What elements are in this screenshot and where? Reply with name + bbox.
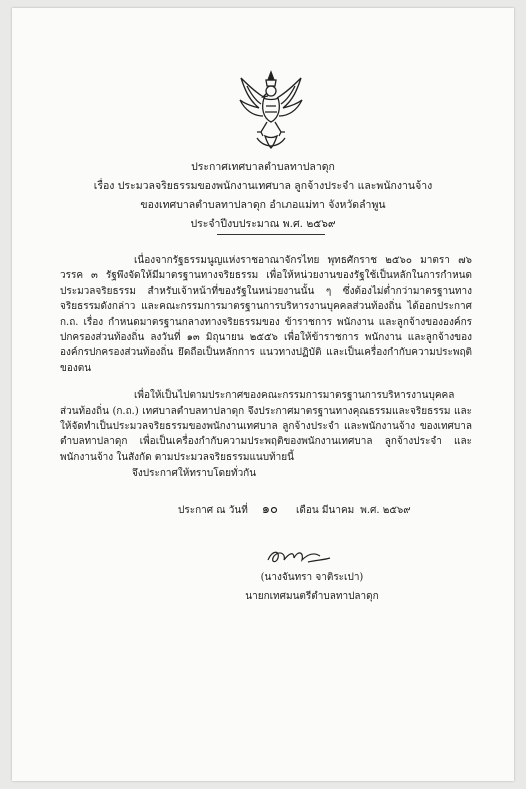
- subject-line: เรื่อง ประมวลจริยธรรมของพนักงานเทศบาล ลูกจ้างประจำ และพนักงานจ้าง: [93, 180, 433, 192]
- announcement-header: [12, 158, 514, 234]
- fiscal-year-line: ประจำปีงบประมาณ พ.ศ. ๒๕๖๙: [190, 218, 336, 230]
- signature-icon: [264, 546, 332, 568]
- closing-statement: จึงประกาศให้ทราบโดยทั่วกัน: [132, 468, 257, 479]
- organization-line: ของเทศบาลตำบลทาปลาดุก อำเภอแม่ทา จังหวัดลำพูน: [140, 199, 386, 211]
- paragraph-announcement: เพื่อให้เป็นไปตามประกาศของคณะกรรมการมาตรฐานการบริหารงานบุคคลส่วนท้องถิ่น (ก.ถ.) เทศบาลตำบลทาปลาดุก จึงประกาศมาตรฐานทางคุณธรรมและจริยธรรม และให้จัดทำเป็นประมวลจริยธรรมของพนักงานเทศบาล ลูกจ้างประจำ และพนักงานจ้าง ของเทศบาลตำบลทาปลาดุก เพื่อเป็นเครื่องกำกับความประพฤติของพนักงานเทศบาล ลูกจ้างประจำ และพนักงานจ้าง ในสังกัด ตามประมวลจริยธรรมแนบท้ายนี้: [60, 390, 472, 463]
- issuer-title: ประกาศเทศบาลตำบลทาปลาดุก: [191, 161, 335, 173]
- document-page: [12, 8, 514, 781]
- signer-title: นายกเทศมนตรีตำบลทาปลาดุก: [245, 591, 379, 602]
- paragraph-background: เนื่องจากรัฐธรรมนูญแห่งราชอาณาจักรไทย พุทธศักราช ๒๕๖๐ มาตรา ๗๖ วรรค ๓ รัฐพึงจัดให้มีมาตรฐานทางจริยธรรม เพื่อให้หน่วยงานของรัฐใช้เป็นหลักในการกำหนดประมวลจริยธรรม สำหรับเจ้าหน้าที่ของรัฐในหน่วยงานนั้น ๆ ซึ่งต้องไม่ต่ำกว่ามาตรฐานทางจริยธรรมดังกล่าว และคณะกรรมการมาตรฐานการบริหารงานบุคคลส่วนท้องถิ่น ได้ออกประกาศ ก.ถ. เรื่อง กำหนดมาตรฐานกลางทางจริยธรรมของ ข้าราชการ พนักงาน และลูกจ้างขององค์กรปกครองส่วนท้องถิ่น ลงวันที่ ๑๓ มิถุนายน ๒๕๕๖ เพื่อให้ข้าราชการ พนักงาน และลูกจ้างขององค์กรปกครองส่วนท้องถิ่น ยึดถือเป็นหลักการ แนวทางปฏิบัติ และเป็นเครื่องกำกับความประพฤติของตน: [60, 255, 472, 374]
- dateline-month: เดือน มีนาคม: [295, 505, 355, 516]
- signer-name: (นางจันทรา จาติระเปา): [260, 572, 364, 583]
- dateline-year: พ.ศ. ๒๕๖๙: [360, 505, 411, 516]
- signer-block: [212, 568, 412, 606]
- dateline: [178, 498, 417, 519]
- dateline-day: ๑๐: [261, 502, 278, 517]
- announcement-body: [60, 253, 472, 465]
- dateline-prefix: ประกาศ ณ วันที่: [178, 505, 248, 516]
- garuda-emblem-icon: [237, 70, 305, 150]
- header-divider: [217, 234, 325, 235]
